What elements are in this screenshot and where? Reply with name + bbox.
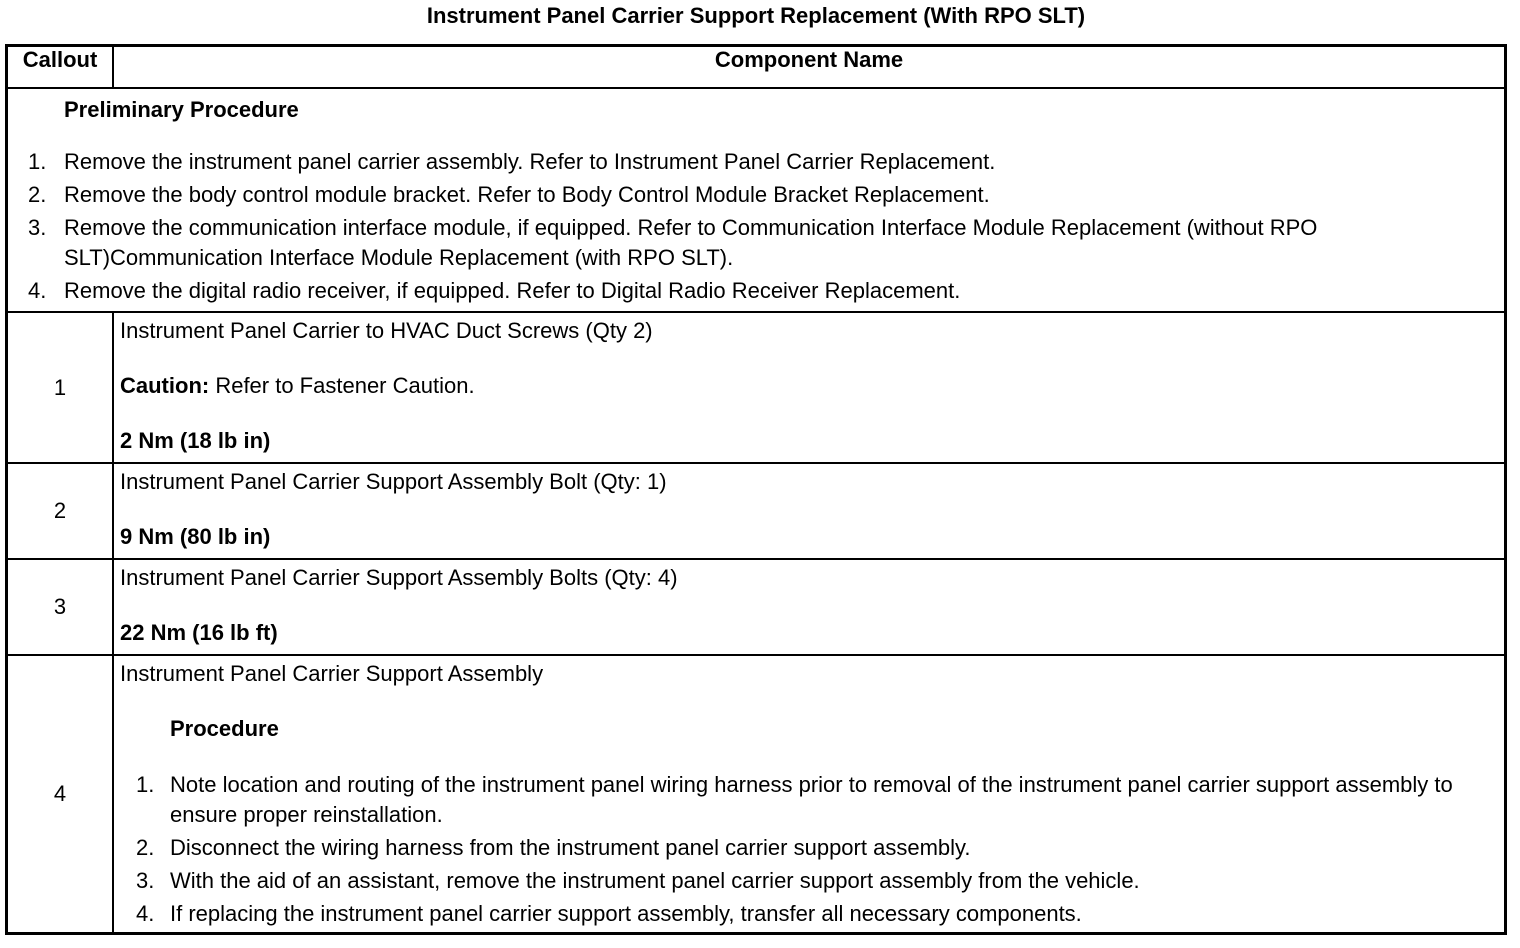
step-text: Note location and routing of the instrument panel wiring harness prior to removal of the instrument panel carrier support assembly to ensure proper reinstallation. xyxy=(170,772,1453,827)
procedure-step xyxy=(120,899,1492,929)
torque-spec: 2 Nm (18 lb in) xyxy=(120,428,271,453)
procedure-step xyxy=(120,770,1492,830)
callout-cell: 3 xyxy=(7,559,114,655)
callout-cell: 2 xyxy=(7,463,114,559)
preliminary-heading: Preliminary Procedure xyxy=(64,97,299,122)
preliminary-step xyxy=(8,276,1488,306)
caution-label: Caution: xyxy=(120,373,210,398)
table-row xyxy=(7,463,1506,559)
step-text: Remove the communication interface module, if equipped. Refer to Communication Interface Module Replacement (without RPO SLT)Communication Interface Module Replacement (with RPO SLT). xyxy=(64,215,1318,270)
component-name: Instrument Panel Carrier Support Assembly xyxy=(120,661,544,686)
step-text: With the aid of an assistant, remove the instrument panel carrier support assembly from the vehicle. xyxy=(170,868,1140,893)
step-number: 1. xyxy=(136,772,155,797)
step-text: Remove the body control module bracket. Refer to Body Control Module Bracket Replacement. xyxy=(64,182,990,207)
preliminary-steps xyxy=(8,147,1488,306)
preliminary-step xyxy=(8,147,1488,177)
callout-header: Callout xyxy=(7,46,114,89)
step-number: 3. xyxy=(28,215,47,240)
document-title: Instrument Panel Carrier Support Replacement (With RPO SLT) xyxy=(426,3,1086,28)
procedure-step xyxy=(120,866,1492,896)
step-text: Remove the digital radio receiver, if equipped. Refer to Digital Radio Receiver Replacement. xyxy=(64,278,961,303)
preliminary-step xyxy=(8,180,1488,210)
component-name-header: Component Name xyxy=(113,46,1506,89)
callout-cell: 1 xyxy=(7,312,114,463)
torque-spec: 9 Nm (80 lb in) xyxy=(120,524,271,549)
table-row xyxy=(7,559,1506,655)
procedure-step xyxy=(120,833,1492,863)
step-number: 4. xyxy=(136,901,155,926)
procedure-table xyxy=(5,44,1507,935)
component-cell xyxy=(113,312,1506,463)
step-number: 2. xyxy=(28,182,47,207)
preliminary-cell xyxy=(7,88,1506,312)
callout-cell: 4 xyxy=(7,655,114,934)
component-cell xyxy=(113,559,1506,655)
table-row xyxy=(7,655,1506,934)
step-text: Disconnect the wiring harness from the instrument panel carrier support assembly. xyxy=(170,835,971,860)
step-number: 2. xyxy=(136,835,155,860)
caution-text: Refer to Fastener Caution. xyxy=(209,373,475,398)
component-name: Instrument Panel Carrier Support Assembly Bolt (Qty: 1) xyxy=(120,469,667,494)
step-number: 4. xyxy=(28,278,47,303)
component-name: Instrument Panel Carrier Support Assembly Bolts (Qty: 4) xyxy=(120,565,678,590)
procedure-steps xyxy=(120,770,1492,929)
step-number: 3. xyxy=(136,868,155,893)
component-name: Instrument Panel Carrier to HVAC Duct Screws (Qty 2) xyxy=(120,318,653,343)
step-text: If replacing the instrument panel carrier support assembly, transfer all necessary components. xyxy=(170,901,1082,926)
preliminary-step xyxy=(8,213,1488,273)
step-number: 1. xyxy=(28,149,47,174)
caution-line xyxy=(120,372,1492,400)
preliminary-row xyxy=(7,88,1506,312)
procedure-heading: Procedure xyxy=(170,716,279,741)
torque-spec: 22 Nm (16 lb ft) xyxy=(120,620,278,645)
component-cell xyxy=(113,655,1506,934)
header-row xyxy=(7,46,1506,89)
table-row xyxy=(7,312,1506,463)
step-text: Remove the instrument panel carrier assembly. Refer to Instrument Panel Carrier Replacement. xyxy=(64,149,996,174)
component-cell xyxy=(113,463,1506,559)
